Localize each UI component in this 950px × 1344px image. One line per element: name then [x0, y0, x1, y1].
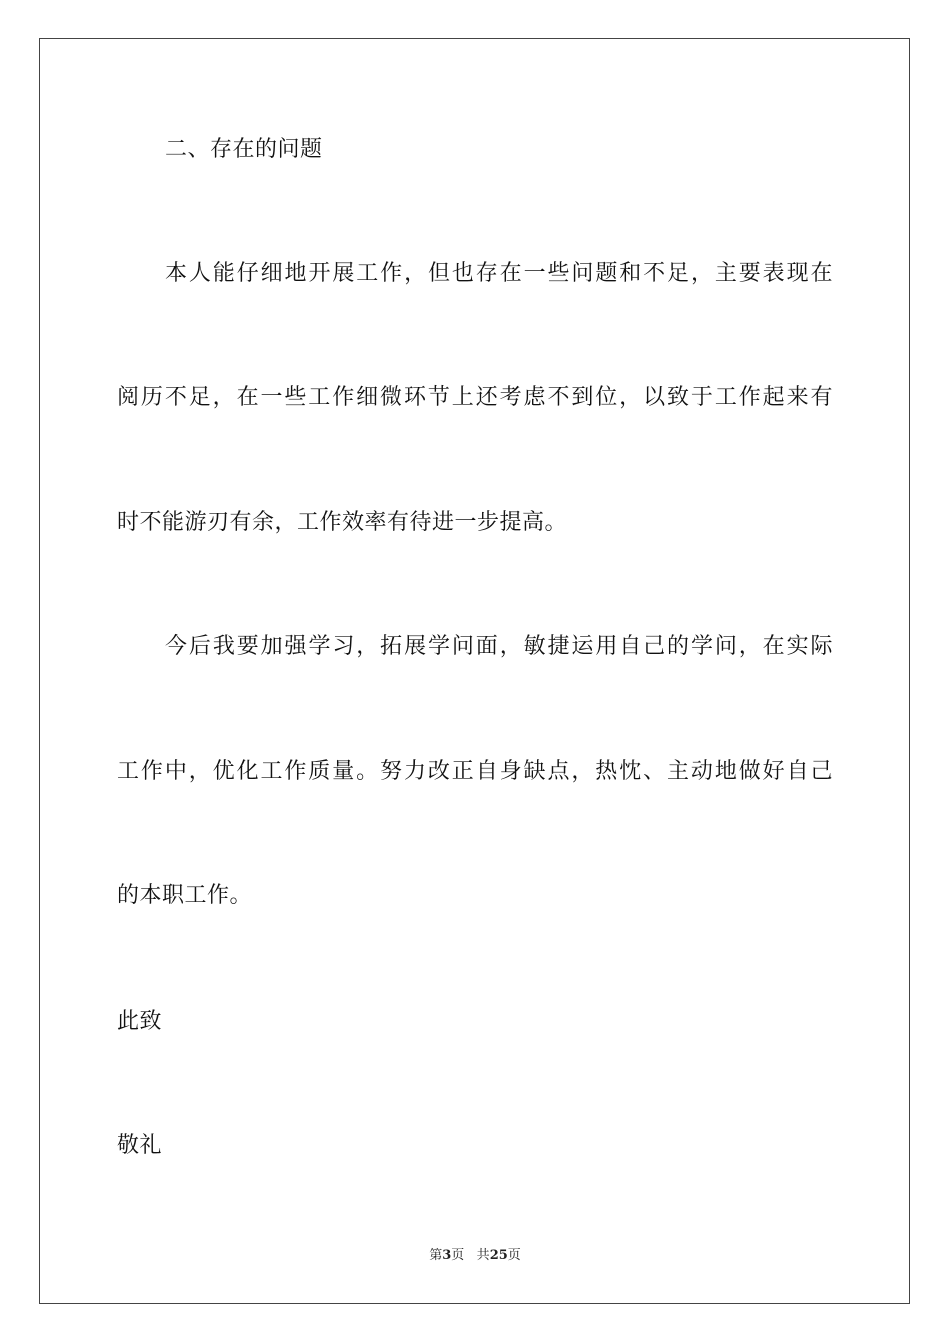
paragraph-1-line-3: 时不能游刃有余，工作效率有待进一步提高。	[117, 510, 568, 535]
paragraph-1-line-2: 阅历不足，在一些工作细微环节上还考虑不到位，以致于工作起来有	[117, 385, 833, 410]
total-prefix: 共	[476, 1248, 490, 1263]
page-footer	[0, 1246, 950, 1266]
page-current: 3	[442, 1248, 452, 1263]
page-suffix: 页	[451, 1248, 465, 1263]
paragraph-2-line-2: 工作中，优化工作质量。努力改正自身缺点，热忱、主动地做好自己	[117, 759, 833, 784]
total-suffix: 页	[507, 1248, 521, 1263]
paragraph-2-line-3: 的本职工作。	[117, 883, 253, 908]
paragraph-2-line-1: 今后我要加强学习，拓展学问面，敏捷运用自己的学问，在实际	[165, 634, 833, 659]
closing-salutation: 此致	[117, 1009, 163, 1034]
paragraph-1-line-1: 本人能仔细地开展工作，但也存在一些问题和不足，主要表现在	[165, 261, 833, 286]
page-total: 25	[489, 1248, 508, 1263]
closing-regards: 敬礼	[117, 1133, 163, 1158]
page-border	[39, 38, 910, 1304]
page-prefix: 第	[429, 1248, 443, 1263]
section-heading: 二、存在的问题	[165, 137, 323, 162]
